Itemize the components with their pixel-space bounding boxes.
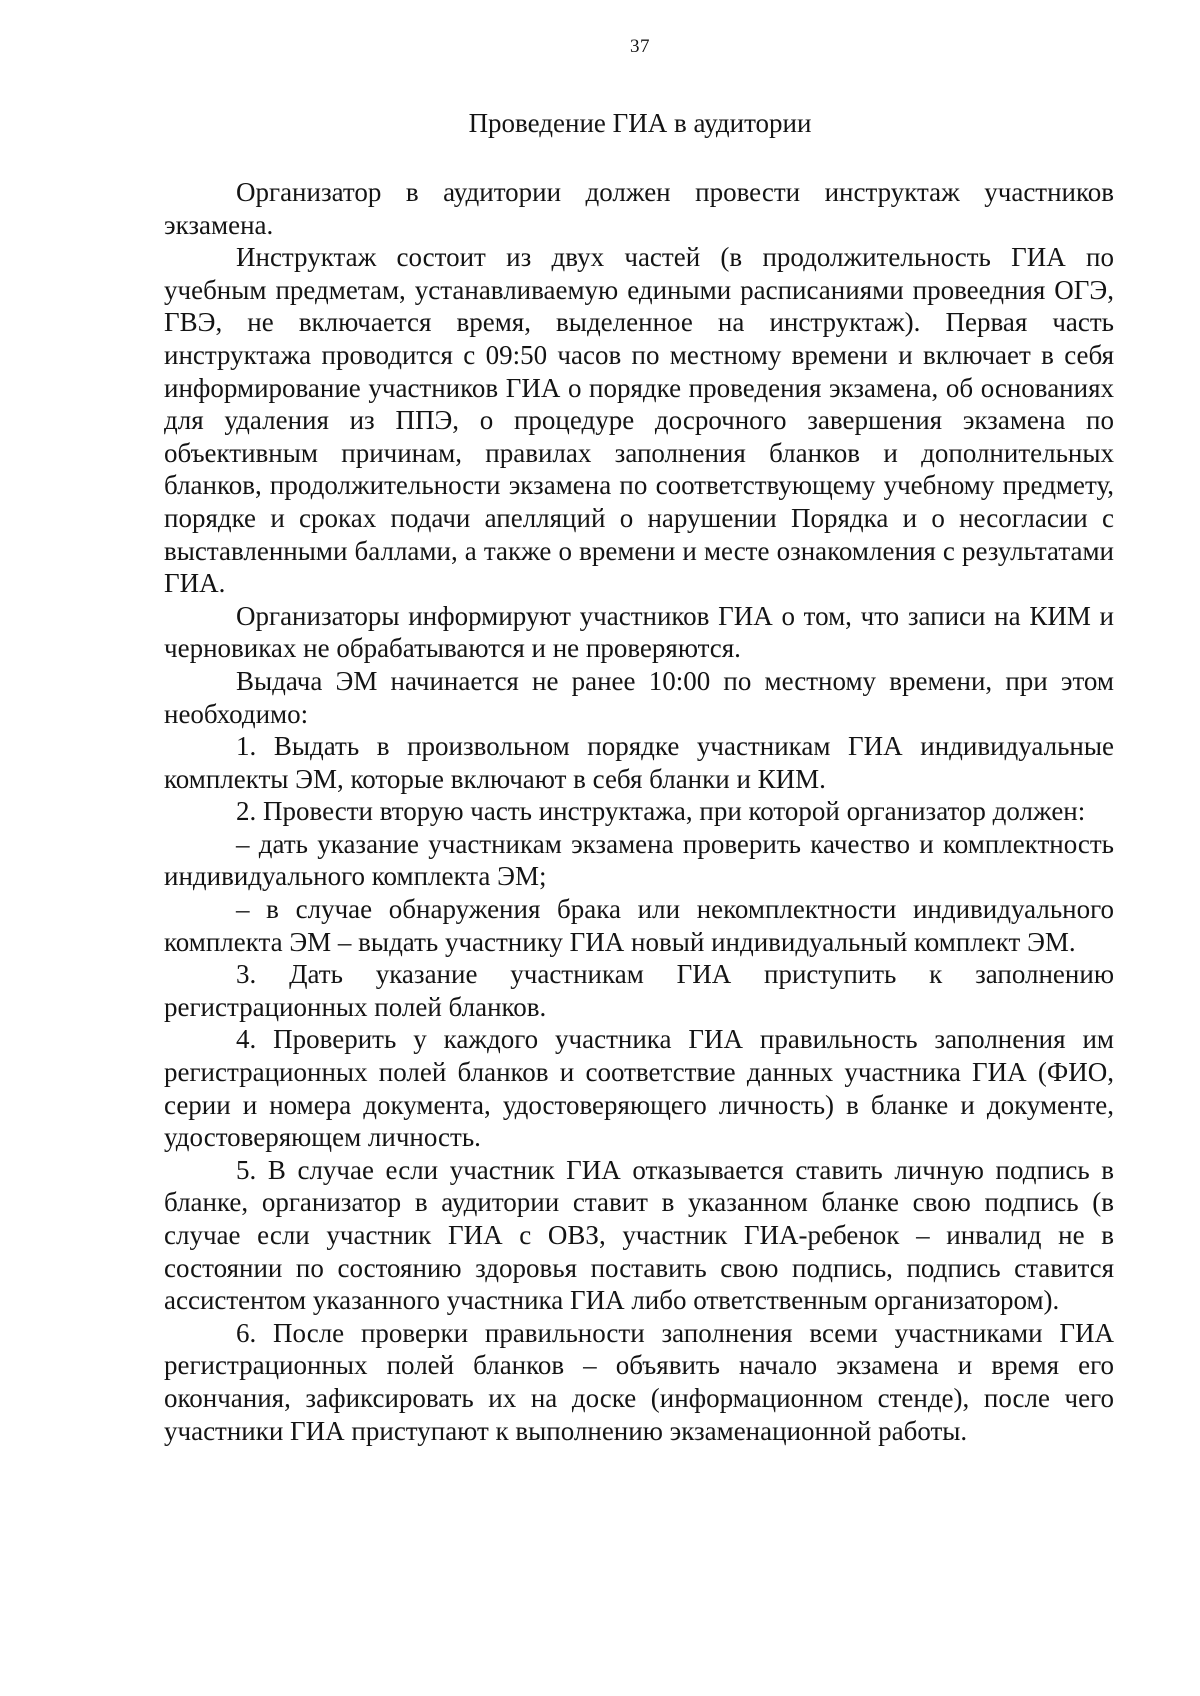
list-item-1: 1. Выдать в произвольном порядке участникам ГИА индивидуальные комплекты ЭМ, которые включают в себя бланки и КИМ. — [164, 731, 1114, 794]
list-item-5: 5. В случае если участник ГИА отказывается ставить личную подпись в бланке, организатор в аудитории ставит в указанном бланке свою подпись (в случае если участник ГИА с ОВЗ, участник ГИА-ребенок – инвалид не в состоянии по состоянию здоровья поставить свою подпись, подпись ставится ассистентом указанного участника ГИА либо ответственным организатором). — [164, 1154, 1114, 1316]
paragraph-em-issuance: Выдача ЭМ начинается не ранее 10:00 по местному времени, при этом необходимо: — [164, 665, 1114, 729]
list-item-2: 2. Провести вторую часть инструктажа, при которой организатор должен: — [236, 796, 1086, 827]
paragraph-notes-not-processed: Организаторы информируют участников ГИА о том, что записи на КИМ и черновиках не обрабатываются и не проверяются. — [164, 600, 1114, 664]
list-item-2-sub-b: – в случае обнаружения брака или некомплектности индивидуального комплекта ЭМ – выдать участнику ГИА новый индивидуальный комплект ЭМ. — [164, 894, 1114, 957]
list-item-2-sub-a: – дать указание участникам экзамена проверить качество и комплектность индивидуального комплекта ЭМ; — [164, 828, 1114, 892]
section-title: Проведение ГИА в аудитории — [468, 108, 812, 138]
paragraph-instruction-parts: Инструктаж состоит из двух частей (в продолжительность ГИА по учебным предметам, устанавливаемую едиными расписаниями провеедния ОГЭ, ГВЭ, не включается время, выделенное на инструктаж). Первая часть инструктажа проводится с 09:50 часов по местному времени и включает в себя информирование участников ГИА о порядке проведения экзамена, об основаниях для удаления из ППЭ, о процедуре досрочного завершения экзамена по объективным причинам, правилах заполнения бланков и дополнительных бланков, продолжительности экзамена по соответствующему учебному предмету, порядке и сроках подачи апелляций о нарушении Порядка и о несогласии с выставленными баллами, а также о времени и месте ознакомления с результатами ГИА. — [164, 242, 1114, 599]
list-item-4: 4. Проверить у каждого участника ГИА правильность заполнения им регистрационных полей бланков и соответствие данных участника ГИА (ФИО, серии и номера документа, удостоверяющего личность) в бланке и документе, удостоверяющем личность. — [164, 1024, 1114, 1153]
page-number: 37 — [630, 36, 650, 57]
list-item-6: 6. После проверки правильности заполнения всеми участниками ГИА регистрационных полей бланков – объявить начало экзамена и время его окончания, зафиксировать их на доске (информационном стенде), после чего участники ГИА приступают к выполнению экзаменационной работы. — [164, 1317, 1114, 1446]
list-item-3: 3. Дать указание участникам ГИА приступить к заполнению регистрационных полей бланков. — [164, 959, 1114, 1022]
paragraph-organizer-instruction: Организатор в аудитории должен провести инструктаж участников экзамена. — [164, 177, 1114, 240]
document-body — [164, 176, 1114, 1447]
